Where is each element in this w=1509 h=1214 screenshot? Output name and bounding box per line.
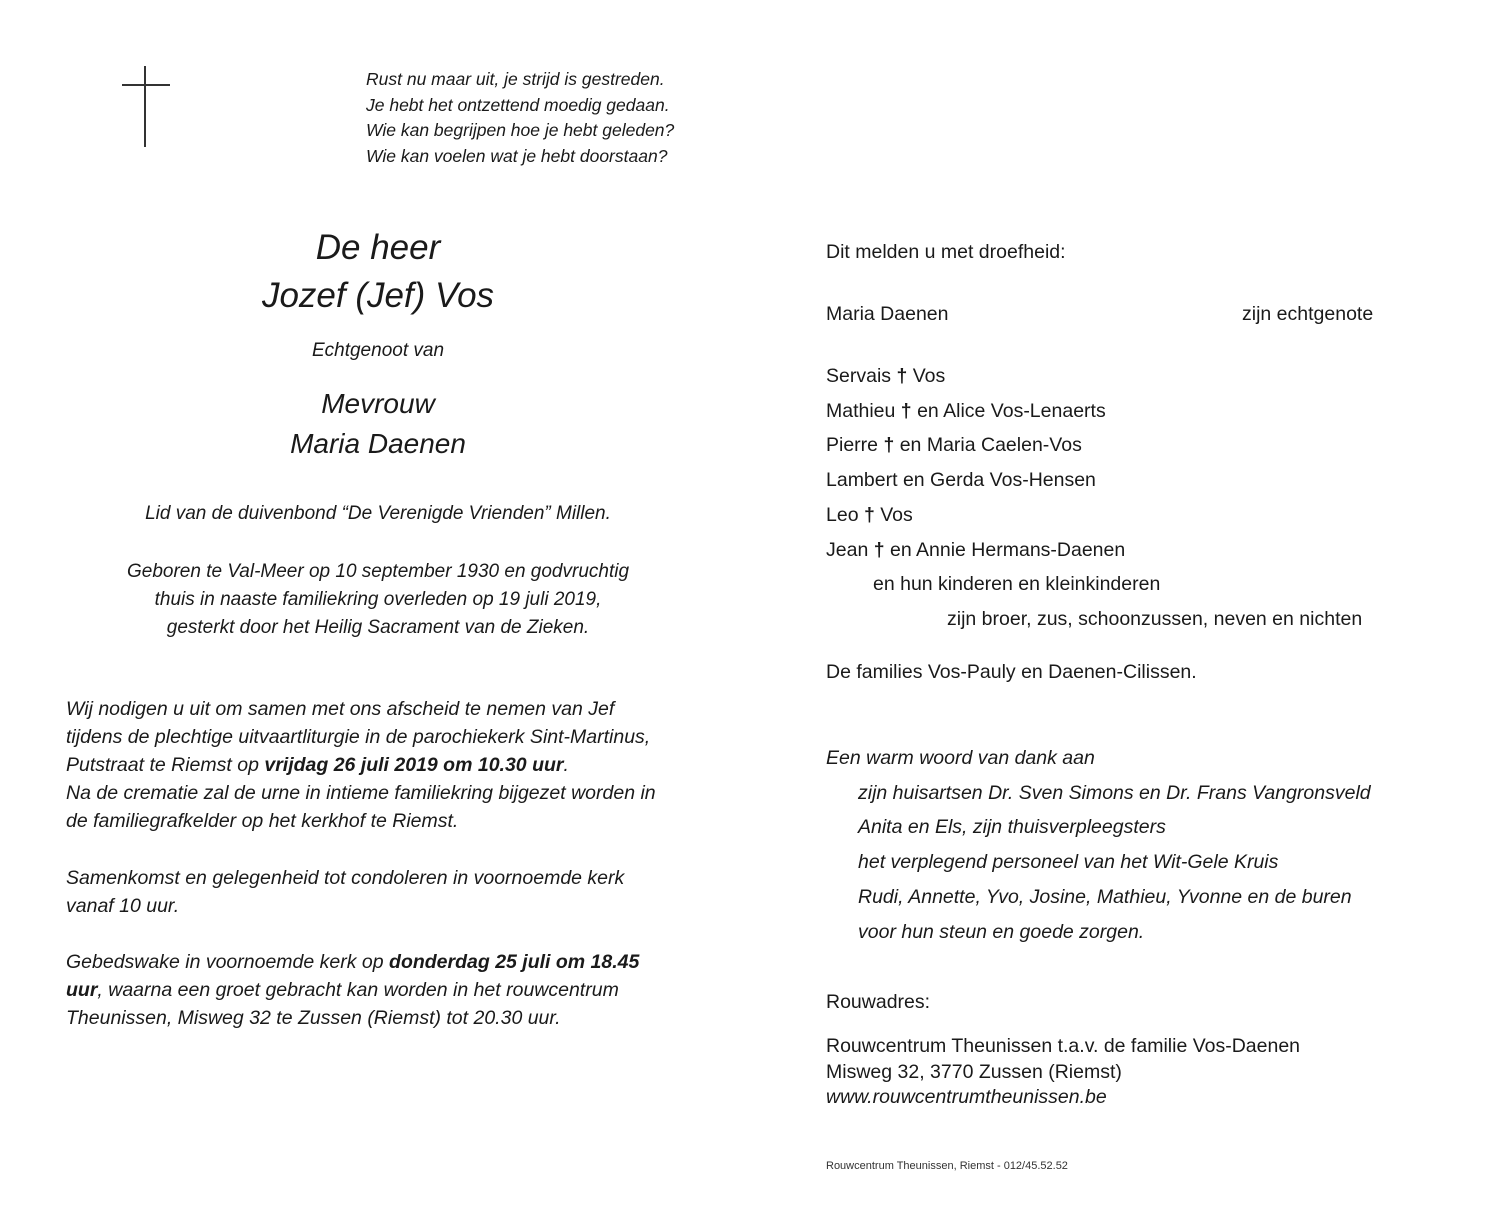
invitation-line: Wij nodigen u uit om samen met ons afscheid te nemen van Jef bbox=[66, 698, 615, 720]
gathering-line: Samenkomst en gelegenheid tot condoleren in voornoemde kerk bbox=[66, 867, 625, 889]
announcement: Dit melden u met droefheid: bbox=[826, 241, 1066, 263]
invitation-line: tijdens de plechtige uitvaartliturgie in de parochiekerk Sint-Martinus, bbox=[66, 726, 651, 748]
family-children: en hun kinderen en kleinkinderen bbox=[873, 573, 1161, 596]
family-member bbox=[826, 394, 1362, 429]
thanks-line: voor hun steun en goede zorgen. bbox=[858, 920, 1145, 943]
spouse-of-label: Echtgenoot van bbox=[311, 340, 445, 361]
family-name: en Alice Vos-Lenaerts bbox=[911, 399, 1106, 422]
family-member bbox=[826, 359, 1362, 394]
family-relation: zijn broer, zus, schoonzussen, neven en nichten bbox=[947, 607, 1363, 630]
poem-line: Wie kan voelen wat je hebt doorstaan? bbox=[366, 145, 668, 166]
dagger-icon: † bbox=[883, 434, 895, 457]
thanks-intro: Een warm woord van dank aan bbox=[826, 747, 1095, 769]
thanks-line: zijn huisartsen Dr. Sven Simons en Dr. Frans Vangronsveld bbox=[858, 781, 1371, 804]
address-line: Misweg 32, 3770 Zussen (Riemst) bbox=[826, 1060, 1122, 1083]
cross-icon-bar bbox=[122, 84, 170, 86]
born-line: thuis in naaste familiekring overleden op 19 juli 2019, bbox=[154, 589, 602, 610]
spouse-line-name: Maria Daenen bbox=[826, 303, 949, 325]
cross-icon bbox=[144, 66, 146, 147]
families-line: De families Vos-Pauly en Daenen-Cilissen. bbox=[826, 661, 1197, 683]
dagger-icon: † bbox=[873, 538, 885, 561]
born-line: gesterkt door het Heilig Sacrament van de Zieken. bbox=[166, 617, 590, 638]
spouse-name: Maria Daenen bbox=[290, 428, 466, 459]
vigil-text: , waarna een groet gebracht kan worden in het rouwcentrum bbox=[97, 979, 619, 1001]
thanks-line: Rudi, Annette, Yvo, Josine, Mathieu, Yvonne en de buren bbox=[858, 885, 1352, 908]
invitation-text: Putstraat te Riemst op bbox=[66, 754, 265, 776]
family-member bbox=[826, 498, 1362, 533]
family-name: Leo bbox=[826, 503, 864, 526]
birth-death-text bbox=[60, 558, 696, 642]
born-line: Geboren te Val-Meer op 10 september 1930 en godvruchtig bbox=[126, 561, 630, 582]
deceased-name-block bbox=[60, 224, 696, 320]
membership-text: Lid van de duivenbond “De Verenigde Vrienden” Millen. bbox=[145, 503, 611, 524]
thanks-block bbox=[826, 741, 1371, 949]
family-name: Pierre bbox=[826, 434, 884, 457]
deceased-name: Jozef (Jef) Vos bbox=[261, 276, 495, 315]
thanks-line: het verplegend personeel van het Wit-Gele Kruis bbox=[858, 851, 1279, 874]
family-member bbox=[826, 428, 1362, 463]
invitation-line: Na de crematie zal de urne in intieme familiekring bijgezet worden in bbox=[66, 782, 656, 804]
family-name: en Annie Hermans-Daenen bbox=[884, 538, 1126, 561]
website-link[interactable]: www.rouwcentrumtheunissen.be bbox=[826, 1086, 1107, 1108]
vigil-date: donderdag 25 juli om 18.45 bbox=[389, 951, 640, 973]
family-name: Vos bbox=[907, 365, 946, 387]
thanks-line: Anita en Els, zijn thuisverpleegsters bbox=[858, 816, 1166, 839]
family-name: Vos bbox=[874, 503, 913, 526]
spouse-line-role: zijn echtgenote bbox=[1242, 303, 1374, 325]
family-name: Jean bbox=[826, 538, 874, 561]
spouse-title: Mevrouw bbox=[321, 388, 435, 419]
address-line: Rouwcentrum Theunissen t.a.v. de familie Vos-Daenen bbox=[826, 1035, 1301, 1057]
poem-line: Wie kan begrijpen hoe je hebt geleden? bbox=[366, 120, 675, 140]
vigil-paragraph bbox=[66, 948, 639, 1032]
family-name: Mathieu bbox=[826, 399, 901, 422]
poem-line: Rust nu maar uit, je strijd is gestreden. bbox=[366, 69, 665, 89]
family-member bbox=[826, 533, 1362, 568]
spouse-name-block bbox=[60, 384, 696, 464]
poem bbox=[366, 67, 674, 169]
family-name: Servais bbox=[826, 365, 897, 387]
vigil-line bbox=[66, 948, 639, 976]
dagger-icon: † bbox=[900, 399, 912, 422]
gathering-paragraph bbox=[66, 864, 624, 920]
dagger-icon: † bbox=[863, 503, 875, 526]
invitation-line: de familiegrafkelder op het kerkhof te Riemst. bbox=[66, 810, 459, 832]
poem-line: Je hebt het ontzettend moedig gedaan. bbox=[366, 94, 670, 115]
vigil-line bbox=[66, 976, 639, 1004]
address-label: Rouwadres: bbox=[826, 991, 931, 1013]
funeral-date: vrijdag 26 juli 2019 om 10.30 uur bbox=[264, 754, 564, 776]
vigil-date-end: uur bbox=[66, 979, 98, 1001]
vigil-text: Gebedswake in voornoemde kerk op bbox=[66, 951, 390, 973]
invitation-text: . bbox=[563, 754, 569, 776]
dagger-icon: † bbox=[896, 365, 908, 387]
deceased-title: De heer bbox=[315, 228, 441, 267]
vigil-line: Theunissen, Misweg 32 te Zussen (Riemst) tot 20.30 uur. bbox=[66, 1007, 561, 1029]
family-name: en Maria Caelen-Vos bbox=[894, 434, 1082, 457]
family-list bbox=[826, 359, 1362, 637]
address-block bbox=[826, 1034, 1300, 1111]
invitation-paragraph bbox=[66, 695, 656, 835]
gathering-line: vanaf 10 uur. bbox=[66, 895, 180, 917]
family-member: Lambert en Gerda Vos-Hensen bbox=[826, 469, 1096, 492]
footer-text: Rouwcentrum Theunissen, Riemst - 012/45.52.52 bbox=[826, 1160, 1068, 1172]
invitation-line bbox=[66, 751, 656, 779]
